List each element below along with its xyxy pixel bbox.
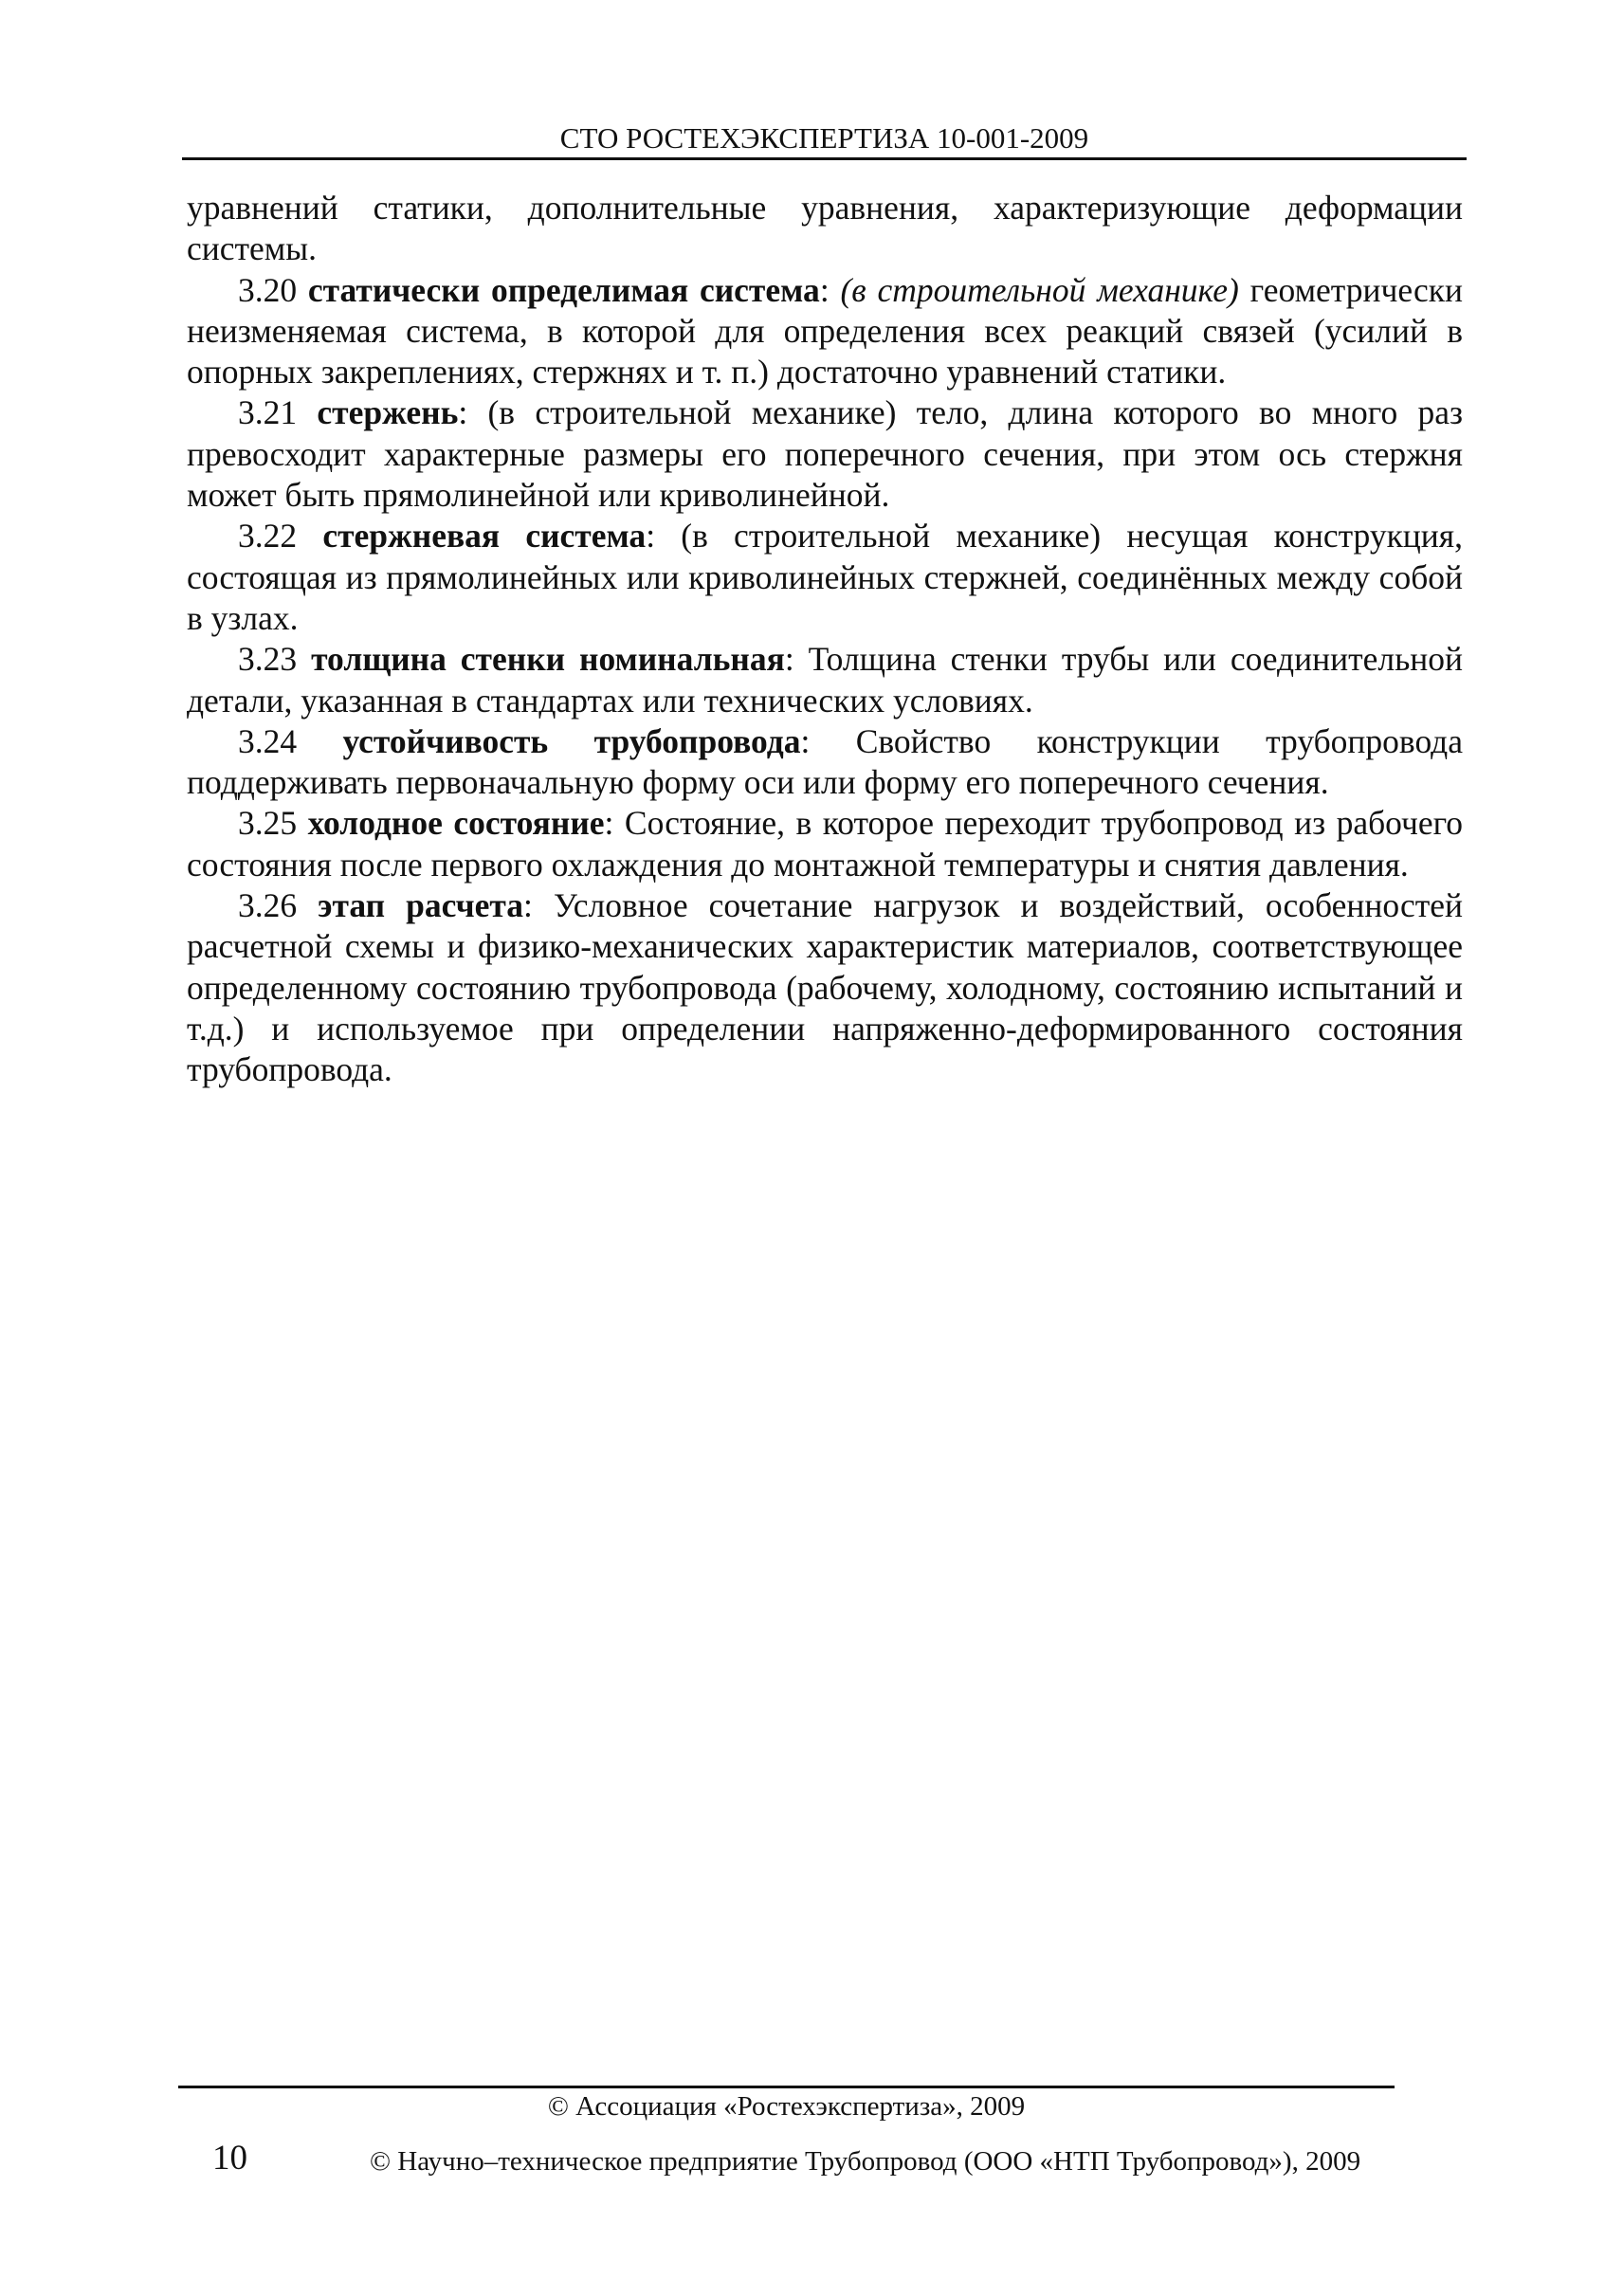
- clause-number: 3.21: [238, 393, 298, 432]
- continuation-paragraph: уравнений статики, дополнительные уравнения, характеризующие деформации системы.: [187, 189, 1463, 268]
- term-qualifier: (в строительной механике): [840, 270, 1239, 309]
- definition-3-23: 3.23 толщина стенки номинальная: Толщина стенки трубы или соединительной детали, указанная в стандартах или технических условиях.: [187, 640, 1464, 720]
- clause-number: 3.26: [238, 886, 298, 925]
- term: статически определимая система: [307, 270, 820, 309]
- header-rule: [182, 157, 1467, 160]
- clause-number: 3.23: [238, 640, 298, 679]
- definition-text: Состояние, в которое переходит трубопровод из рабочего состояния после первого охлаждения до монтажной температуры и снятия давления.: [187, 804, 1464, 884]
- page-number: 10: [212, 2139, 247, 2178]
- definition-3-22: 3.22 стержневая система: (в строительной механике) несущая конструкция, состоящая из прямолинейных или криволинейных стержней, соединённых между собой в узлах.: [187, 517, 1464, 637]
- footer-copyright-association: © Ассоциация «Ростехэкспертиза», 2009: [547, 2091, 1026, 2122]
- clause-number: 3.24: [238, 721, 298, 760]
- clause-number: 3.20: [238, 270, 298, 309]
- definition-text: геометрически неизменяемая система, в которой для определения всех реакций связей (усилий в опорных закреплениях, стержнях и т. п.) достаточно уравнений статики.: [187, 270, 1463, 392]
- footer-rule: [178, 2086, 1395, 2088]
- definition-text: Условное сочетание нагрузок и воздействий, особенностей расчетной схемы и физико-механических характеристик материалов, соответствующее определенному состоянию трубопровода (рабочему, холодному, состоянию испытаний и т.д.) и используемое при определении напряженно-деформированного состояния трубопровода.: [187, 886, 1464, 1089]
- term: стержневая система: [322, 517, 647, 556]
- definition-text: (в строительной механике) тело, длина которого во много раз превосходит характерные размеры его поперечного сечения, при этом ось стержня может быть прямолинейной или криволинейной.: [187, 393, 1464, 515]
- body-text: [187, 188, 1463, 1091]
- definition-3-26: 3.26 этап расчета: Условное сочетание нагрузок и воздействий, особенностей расчетной схемы и физико-механических характеристик материалов, соответствующее определенному состоянию трубопровода (рабочему, холодному, состоянию испытаний и т.д.) и используемое при определении напряженно-деформированного состояния трубопровода.: [187, 886, 1464, 1089]
- term: устойчивость трубопровода: [342, 721, 801, 760]
- definition-text: Свойство конструкции трубопровода поддерживать первоначальную форму оси или форму его поперечного сечения.: [187, 721, 1463, 802]
- definition-text: (в строительной механике) несущая конструкция, состоящая из прямолинейных или криволинейных стержней, соединённых между собой в узлах.: [187, 517, 1464, 637]
- definition-3-21: 3.21 стержень: (в строительной механике) тело, длина которого во много раз превосходит характерные размеры его поперечного сечения, при этом ось стержня может быть прямолинейной или криволинейной.: [187, 393, 1464, 515]
- definition-3-20: 3.20 статически определимая система: (в строительной механике) геометрически неизменяемая система, в которой для определения всех реакций связей (усилий в опорных закреплениях, стержнях и т. п.) достаточно уравнений статики.: [187, 270, 1463, 392]
- term: этап расчета: [318, 886, 524, 925]
- running-header: СТО РОСТЕХЭКСПЕРТИЗА 10-001-2009: [559, 121, 1089, 155]
- footer-copyright-enterprise: © Научно–техническое предприятие Трубопровод (ООО «НТП Трубопровод»), 2009: [370, 2146, 1361, 2177]
- clause-number: 3.25: [238, 804, 298, 843]
- term: холодное состояние: [307, 804, 605, 843]
- definition-3-25: 3.25 холодное состояние: Состояние, в которое переходит трубопровод из рабочего состояния после первого охлаждения до монтажной температуры и снятия давления.: [187, 804, 1464, 884]
- clause-number: 3.22: [238, 517, 298, 556]
- definition-text: Толщина стенки трубы или соединительной детали, указанная в стандартах или технических условиях.: [187, 640, 1464, 720]
- definition-3-24: 3.24 устойчивость трубопровода: Свойство конструкции трубопровода поддерживать первоначальную форму оси или форму его поперечного сечения.: [187, 721, 1463, 802]
- term: стержень: [317, 393, 459, 432]
- term: толщина стенки номинальная: [311, 640, 785, 679]
